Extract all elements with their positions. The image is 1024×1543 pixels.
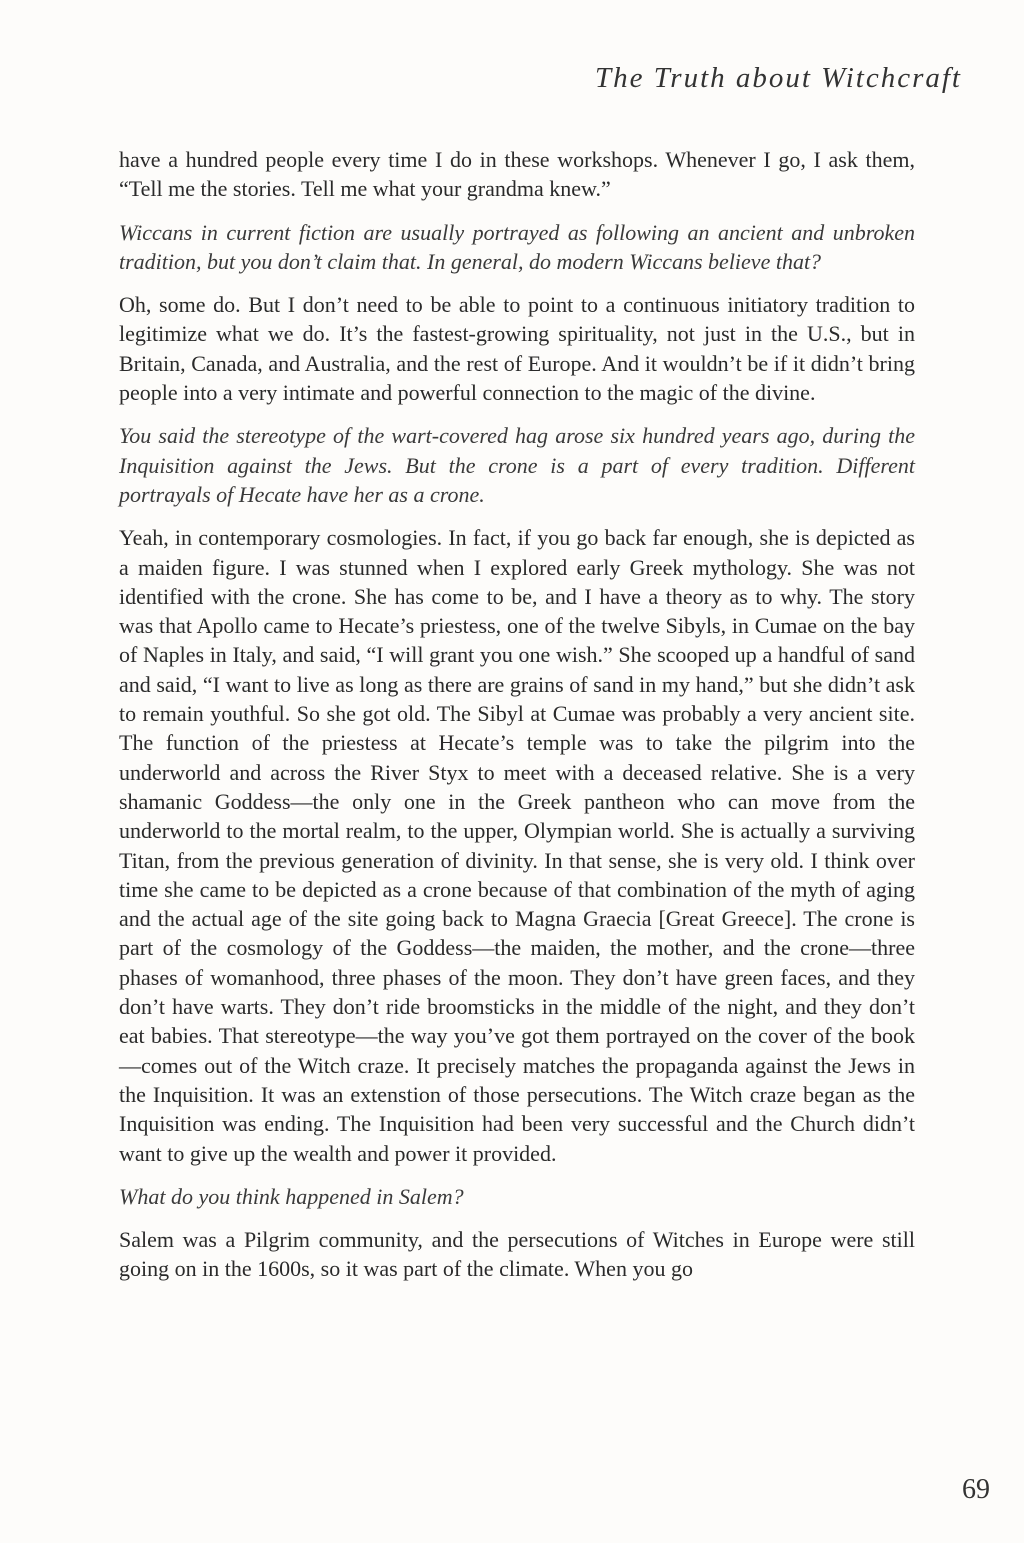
answer-paragraph: Oh, some do. But I don’t need to be able to point to a continuous initiatory tradition to legitimize what we do. It’s the fastest-growing spirituality, not just in the U.S., but in Britain, Canada, and Australia, and the rest of Europe. And it wouldn’t be if it didn’t bring people into a very intimate and powerful connection to the magic of the divine. — [119, 292, 915, 406]
page-body — [119, 145, 915, 1284]
answer-paragraph: have a hundred people every time I do in these workshops. Whenever I go, I ask them, “Tell me the stories. Tell me what your grandma knew.” — [119, 147, 915, 202]
answer-paragraph: Yeah, in contemporary cosmologies. In fact, if you go back far enough, she is depicted as a maiden figure. I was stunned when I explored early Greek mythology. She was not identified with the crone. She has come to be, and I have a theory as to why. The story was that Apollo came to Hecate’s priestess, one of the twelve Sibyls, in Cumae on the bay of Naples in Italy, and said, “I will grant you one wish.” She scooped up a handful of sand and said, “I want to live as long as there are grains of sand in my hand,” but she didn’t ask to remain youthful. So she got old. The Sibyl at Cumae was probably a very ancient site. The function of the priestess at Hecate’s temple was to take the pilgrim into the underworld and across the River Styx to meet with a deceased relative. She is a very shamanic Goddess—the only one in the Greek pantheon who can move from the underworld to the mortal realm, to the upper, Olympian world. She is actually a surviving Titan, from the previous generation of divinity. In that sense, she is very old. I think over time she came to be depicted as a crone because of that combination of the myth of aging and the actual age of the site going back to Magna Graecia [Great Greece]. The crone is part of the cosmology of the Goddess—the maiden, the mother, and the crone—three phases of womanhood, three phases of the moon. They don’t have green faces, and they don’t have warts. They don’t ride broomsticks in the middle of the night, and they don’t eat babies. That stereotype—the way you’ve got them portrayed on the cover of the book—comes out of the Witch craze. It precisely matches the propaganda against the Jews in the Inquisition. It was an extenstion of those persecutions. The Witch craze began as the Inquisition was ending. The Inquisition had been very successful and the Church didn’t want to give up the wealth and power it provided. — [119, 525, 915, 1166]
question-paragraph: You said the stereotype of the wart-covered hag arose six hundred years ago, during the Inquisition against the Jews. But the crone is a part of every tradition. Different portrayals of Hecate have her as a crone. — [119, 423, 915, 507]
page-number: 69 — [962, 1474, 990, 1505]
question-paragraph: Wiccans in current fiction are usually portrayed as following an ancient and unbroken tradition, but you don’t claim that. In general, do modern Wiccans believe that? — [119, 219, 915, 274]
question-paragraph: What do you think happened in Salem? — [119, 1183, 464, 1209]
running-head: The Truth about Witchcraft — [595, 62, 962, 94]
answer-paragraph: Salem was a Pilgrim community, and the persecutions of Witches in Europe were still going on in the 1600s, so it was part of the climate. When you go — [119, 1227, 915, 1282]
